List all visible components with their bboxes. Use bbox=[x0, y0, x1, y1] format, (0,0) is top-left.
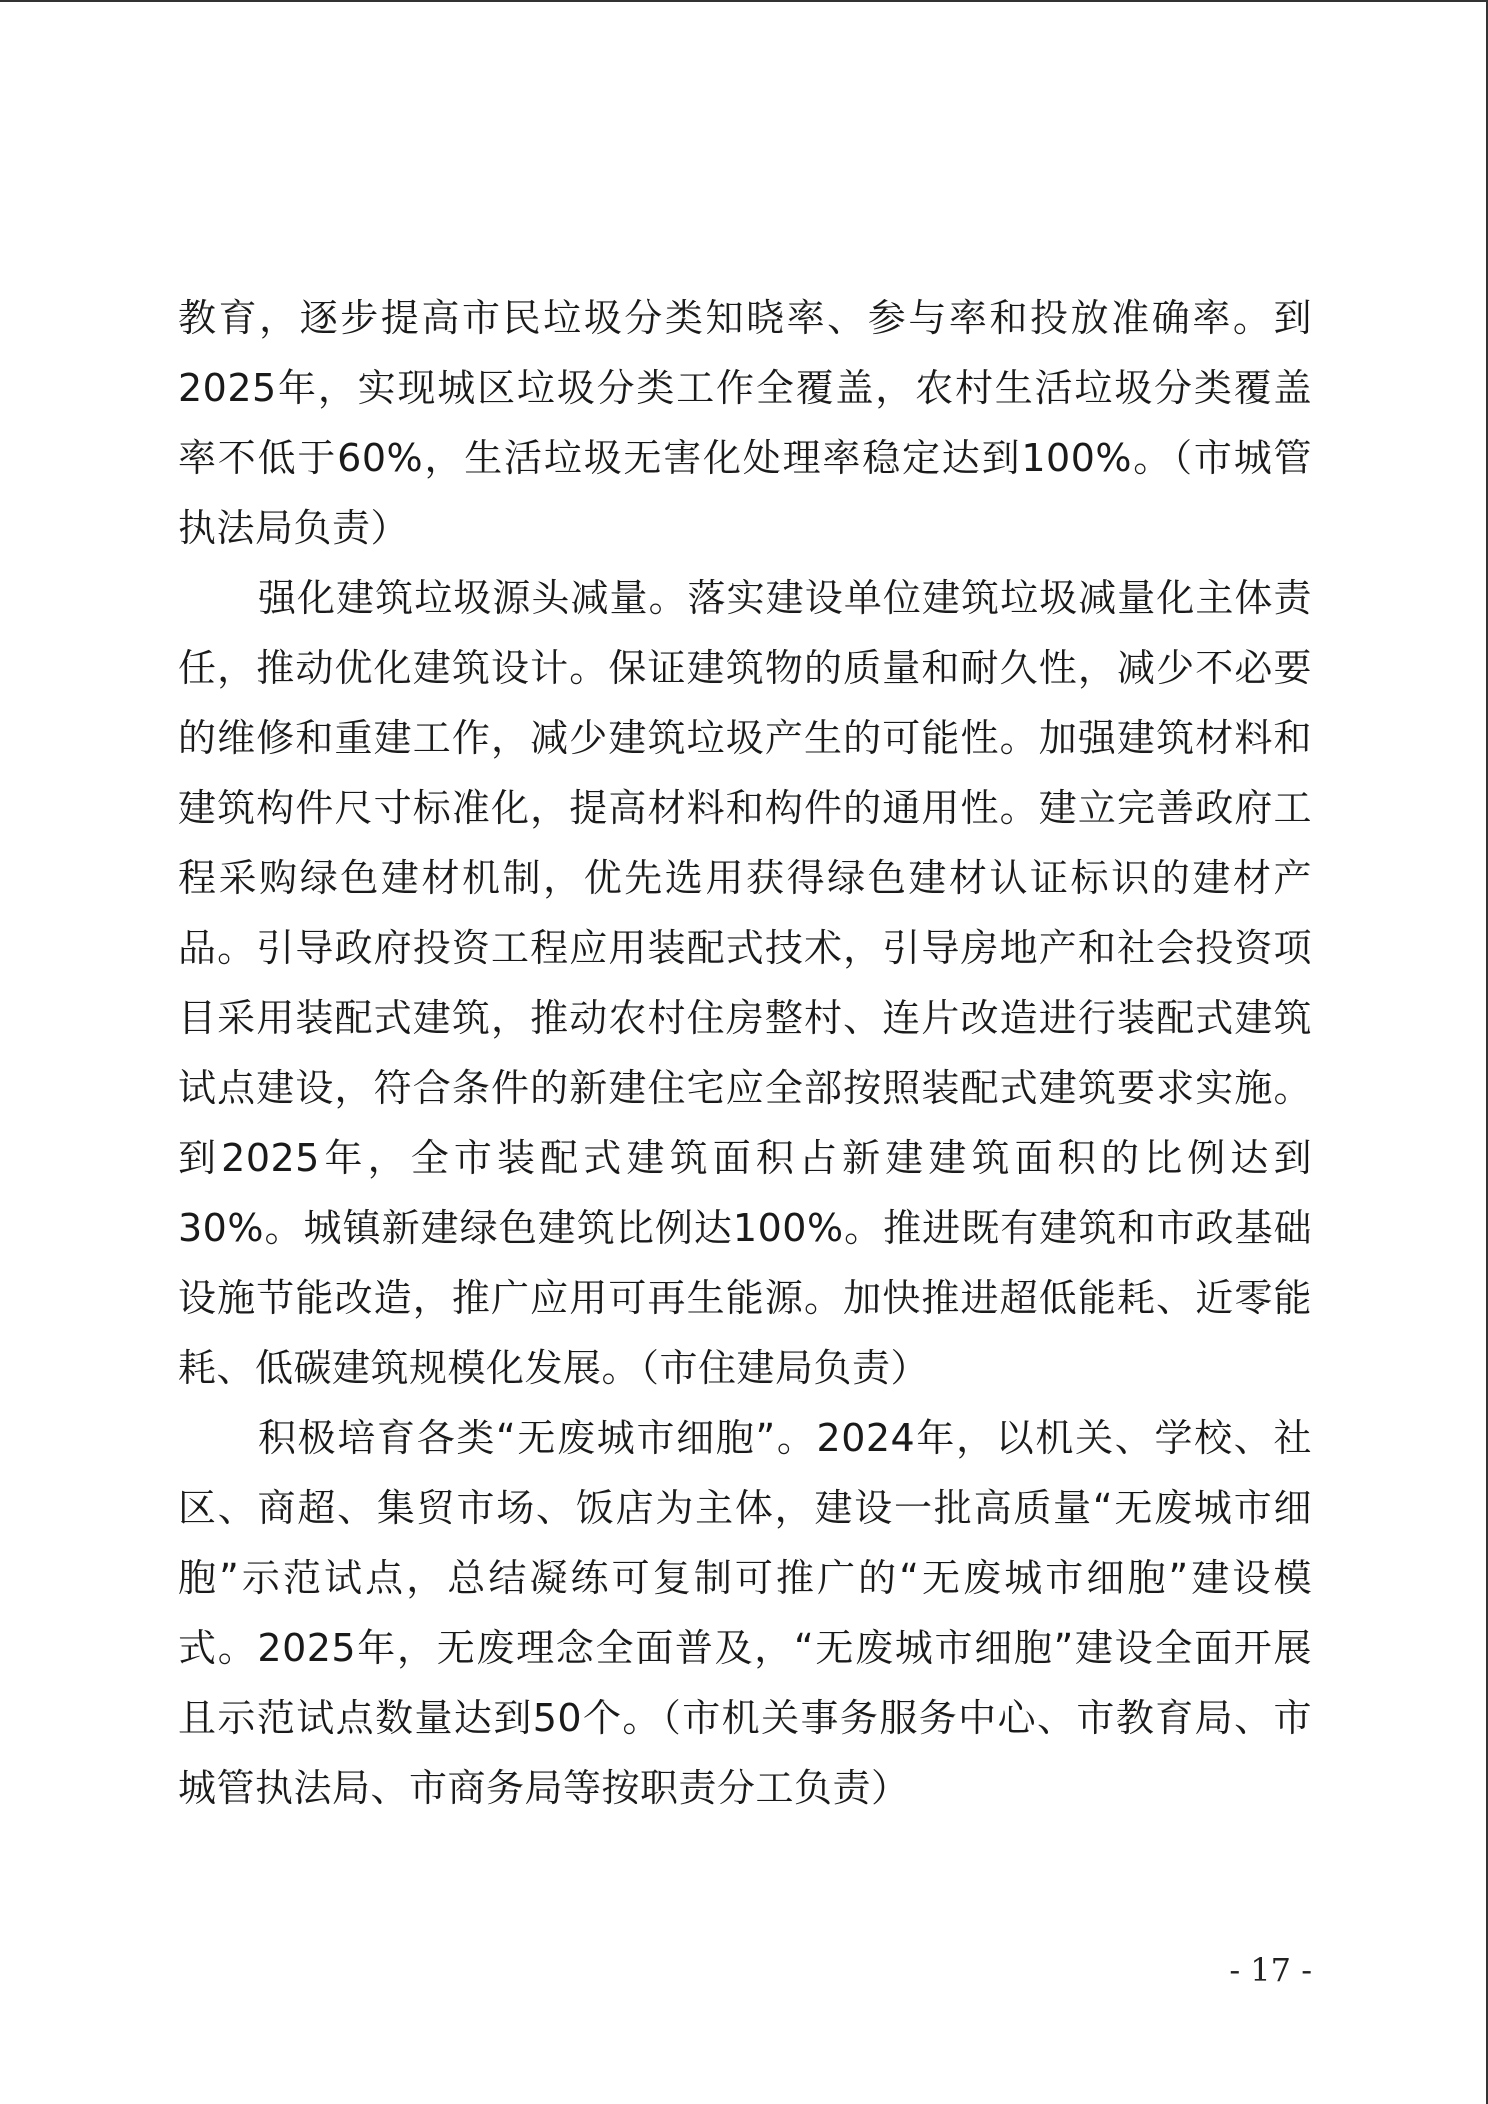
paragraph-waste-sorting: 教育，逐步提高市民垃圾分类知晓率、参与率和投放准确率。到2025年，实现城区垃圾分类工作全覆盖，农村生活垃圾分类覆盖率不低于60%，生活垃圾无害化处理率稳定达到100%。（市城管执法局负责） bbox=[178, 296, 1312, 550]
document-body bbox=[178, 283, 1312, 1823]
paragraph-construction-waste: 强化建筑垃圾源头减量。落实建设单位建筑垃圾减量化主体责任，推动优化建筑设计。保证建筑物的质量和耐久性，减少不必要的维修和重建工作，减少建筑垃圾产生的可能性。加强建筑材料和建筑构件尺寸标准化，提高材料和构件的通用性。建立完善政府工程采购绿色建材机制，优先选用获得绿色建材认证标识的建材产品。引导政府投资工程应用装配式技术，引导房地产和社会投资项目采用装配式建筑，推动农村住房整村、连片改造进行装配式建筑试点建设，符合条件的新建住宅应全部按照装配式建筑要求实施。到2025年，全市装配式建筑面积占新建建筑面积的比例达到30%。城镇新建绿色建筑比例达100%。推进既有建筑和市政基础设施节能改造，推广应用可再生能源。加快推进超低能耗、近零能耗、低碳建筑规模化发展。（市住建局负责） bbox=[178, 576, 1312, 1390]
paragraph-zero-waste-cells: 积极培育各类“无废城市细胞”。2024年，以机关、学校、社区、商超、集贸市场、饭店为主体，建设一批高质量“无废城市细胞”示范试点，总结凝练可复制可推广的“无废城市细胞”建设模式。2025年，无废理念全面普及，“无废城市细胞”建设全面开展且示范试点数量达到50个。（市机关事务服务中心、市教育局、市城管执法局、市商务局等按职责分工负责） bbox=[178, 1416, 1312, 1810]
page-border-top bbox=[0, 0, 1488, 2]
page-number: - 17 - bbox=[1229, 1951, 1312, 1989]
